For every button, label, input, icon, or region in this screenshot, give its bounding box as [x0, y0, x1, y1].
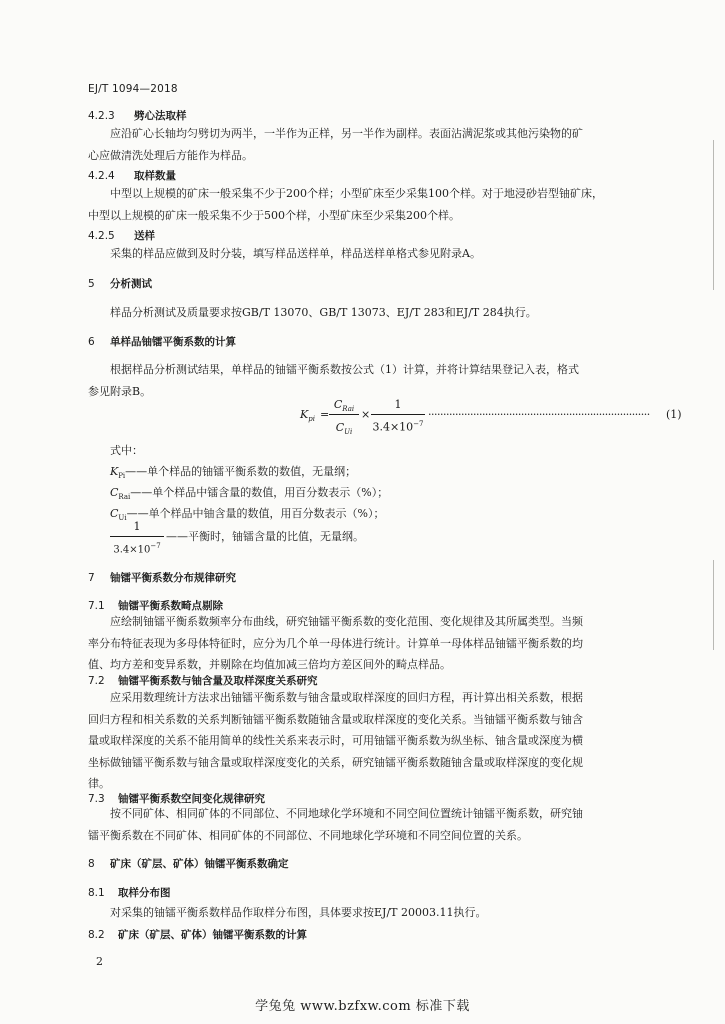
heading-number: 4.2.5 [88, 230, 115, 242]
paragraph-5: 样品分析测试及质量要求按GB/T 13070、GB/T 13073、EJ/T 283和EJ/T 284执行。 [110, 306, 537, 319]
heading-title: 取样数量 [134, 170, 176, 182]
where-label: 式中： [110, 444, 143, 457]
formula-superscript: −7 [150, 542, 161, 550]
formula-leader-dots: ·········································································· [428, 408, 650, 421]
heading-6 [88, 334, 236, 349]
heading-number: 8.2 [88, 929, 105, 941]
document-code: EJ/T 1094—2018 [88, 83, 178, 95]
formula-symbol: C [333, 398, 343, 411]
formula-number: (1) [666, 408, 682, 421]
text-line: 应绘制铀镭平衡系数频率分布曲线，研究铀镭平衡系数的变化范围、变化规律及其所属类型。当频 [110, 615, 583, 628]
heading-title: 铀镭平衡系数分布规律研究 [110, 572, 236, 584]
paragraph-8-1: 对采集的铀镭平衡系数样品作取样分布图，具体要求按EJ/T 20003.11执行。 [110, 906, 487, 919]
definition-symbol: C [110, 507, 119, 520]
heading-number: 7.1 [88, 600, 105, 612]
definition-subscript: Rai [118, 493, 131, 502]
paragraph-7-3 [88, 803, 690, 846]
heading-title: 取样分布图 [118, 887, 171, 899]
formula-symbol: C [335, 421, 345, 435]
fraction-denominator [371, 417, 425, 435]
heading-title: 劈心法取样 [134, 110, 187, 122]
fraction-numerator: 1 [133, 520, 141, 533]
text-line: 量或取样深度的关系不能用简单的线性关系来表示时，可用铀镭平衡系数为纵坐标、铀含量或深度为横 [88, 734, 583, 747]
text-line: 根据样品分析测试结果，单样品的铀镭平衡系数按公式（1）计算，并将计算结果登记入表，格式 [110, 363, 579, 376]
definition-k-pi [110, 463, 356, 480]
definition-symbol: K [110, 465, 119, 478]
heading-title: 铀镭平衡系数空间变化规律研究 [118, 793, 265, 805]
heading-4-2-3 [88, 108, 187, 123]
heading-title: 铀镭平衡系数与铀含量及取样深度关系研究 [118, 675, 318, 687]
heading-7 [88, 570, 236, 585]
heading-title: 矿床（矿层、矿体）铀镭平衡系数的计算 [118, 929, 307, 941]
formula-superscript: −7 [413, 420, 424, 428]
definition-equilibrium-ratio [110, 520, 410, 556]
text-line: 中型以上规模的矿床一般采集不少于500个样，小型矿床至少采集200个样。 [88, 208, 460, 222]
text-line: 镭平衡系数在不同矿体、相同矿体的不同部位、不同地球化学环境和不同空间位置的关系。 [88, 828, 528, 842]
text-line: 应沿矿心长轴均匀劈切为两半，一半作为正样，另一半作为副样。表面沾满泥浆或其他污染物的矿 [110, 127, 583, 140]
heading-8-2 [88, 927, 307, 942]
scan-edge-mark [713, 560, 714, 650]
text-line: 心应做清洗处理后方能作为样品。 [88, 148, 253, 162]
paragraph-4-2-3 [88, 123, 690, 166]
heading-title: 矿床（矿层、矿体）铀镭平衡系数确定 [110, 858, 289, 870]
heading-number: 7.2 [88, 675, 105, 687]
paragraph-4-2-5: 采集的样品应做到及时分装，填写样品送样单，样品送样单格式参见附录A。 [110, 247, 481, 260]
fraction-bar [329, 414, 359, 415]
heading-5 [88, 276, 152, 291]
heading-number: 6 [88, 336, 95, 348]
fraction-denominator [110, 539, 164, 557]
text-line: 按不同矿体、相同矿体的不同部位、不同地球化学环境和不同空间位置统计铀镭平衡系数，研究铀 [110, 807, 583, 820]
definition-text: ——单个样品的铀镭平衡系数的数值，无量纲； [125, 465, 357, 478]
fraction-equilibrium-ratio [371, 398, 425, 435]
paragraph-4-2-4 [88, 183, 690, 226]
fraction-bar [371, 414, 425, 415]
heading-8-1 [88, 885, 171, 900]
definition-text: ——平衡时，铀镭含量的比值，无量纲。 [166, 530, 364, 543]
paragraph-7-2 [88, 687, 690, 795]
fraction-c-ra-over-c-u [329, 398, 359, 439]
formula-equals: = [320, 408, 330, 421]
heading-number: 8.1 [88, 887, 105, 899]
definition-text: ——单个样品中铀含量的数值，用百分数表示（%）； [126, 507, 385, 520]
heading-number: 5 [88, 278, 95, 290]
formula-1 [300, 398, 692, 438]
heading-title: 分析测试 [110, 278, 152, 290]
text-line: 回归方程和相关系数的关系判断铀镭平衡系数随铀含量或取样深度的变化关系。当铀镭平衡系数与铀含 [88, 712, 583, 726]
scan-edge-mark [713, 140, 714, 290]
fraction-numerator: 1 [394, 398, 402, 411]
definition-subscript: Pi [118, 472, 126, 481]
formula-text: 3.4×10 [113, 544, 151, 556]
definition-subscript: Ui [118, 514, 127, 523]
text-line: 应采用数理统计方法求出铀镭平衡系数与铀含量或取样深度的回归方程，再计算出相关系数，根据 [110, 691, 583, 704]
fraction-denominator [329, 421, 359, 439]
heading-number: 4.2.3 [88, 110, 115, 122]
text-line: 率分布特征表现为多母体特征时，应分为几个单一母体进行统计。计算单一母体样品铀镭平衡系数的均 [88, 636, 583, 650]
formula-symbol: K [300, 408, 309, 421]
heading-title: 单样品铀镭平衡系数的计算 [110, 336, 236, 348]
text-line: 律。 [88, 777, 110, 790]
definition-c-rai [110, 484, 388, 501]
text-line: 值、均方差和变异系数，并剔除在均值加减三倍均方差区间外的畸点样品。 [88, 658, 451, 671]
definition-text: ——单个样品中镭含量的数值，用百分数表示（%）； [130, 486, 389, 499]
watermark-footer: 学兔兔 www.bzfxw.com 标准下载 [255, 999, 470, 1014]
formula-subscript: Ui [344, 428, 353, 437]
paragraph-7-1 [88, 611, 690, 676]
heading-8 [88, 856, 289, 871]
page-number: 2 [96, 955, 103, 968]
heading-number: 8 [88, 858, 95, 870]
definition-fraction [110, 520, 164, 557]
heading-number: 7.3 [88, 793, 105, 805]
formula-text: 3.4×10 [372, 420, 414, 434]
paragraph-6 [88, 359, 690, 402]
formula-subscript: Rai [342, 405, 355, 414]
heading-4-2-4 [88, 168, 176, 183]
heading-title: 铀镭平衡系数畸点剔除 [118, 600, 223, 612]
heading-title: 送样 [134, 230, 155, 242]
definition-symbol: C [110, 486, 119, 499]
heading-4-2-5 [88, 228, 155, 243]
formula-times: × [361, 408, 371, 421]
formula-lhs [300, 408, 315, 423]
text-line: 中型以上规模的矿床一般采集不少于200个样；小型矿床至少采集100个样。对于地浸砂岩型铀矿床， [110, 187, 603, 200]
heading-number: 4.2.4 [88, 170, 115, 182]
formula-subscript: pi [308, 415, 315, 424]
text-line: 坐标做铀镭平衡系数与铀含量或取样深度变化的关系，研究铀镭平衡系数随铀含量或取样深度的变化规 [88, 755, 583, 769]
text-line: 参见附录B。 [88, 384, 152, 398]
heading-7-2 [88, 673, 318, 688]
fraction-bar [110, 536, 164, 537]
heading-number: 7 [88, 572, 95, 584]
